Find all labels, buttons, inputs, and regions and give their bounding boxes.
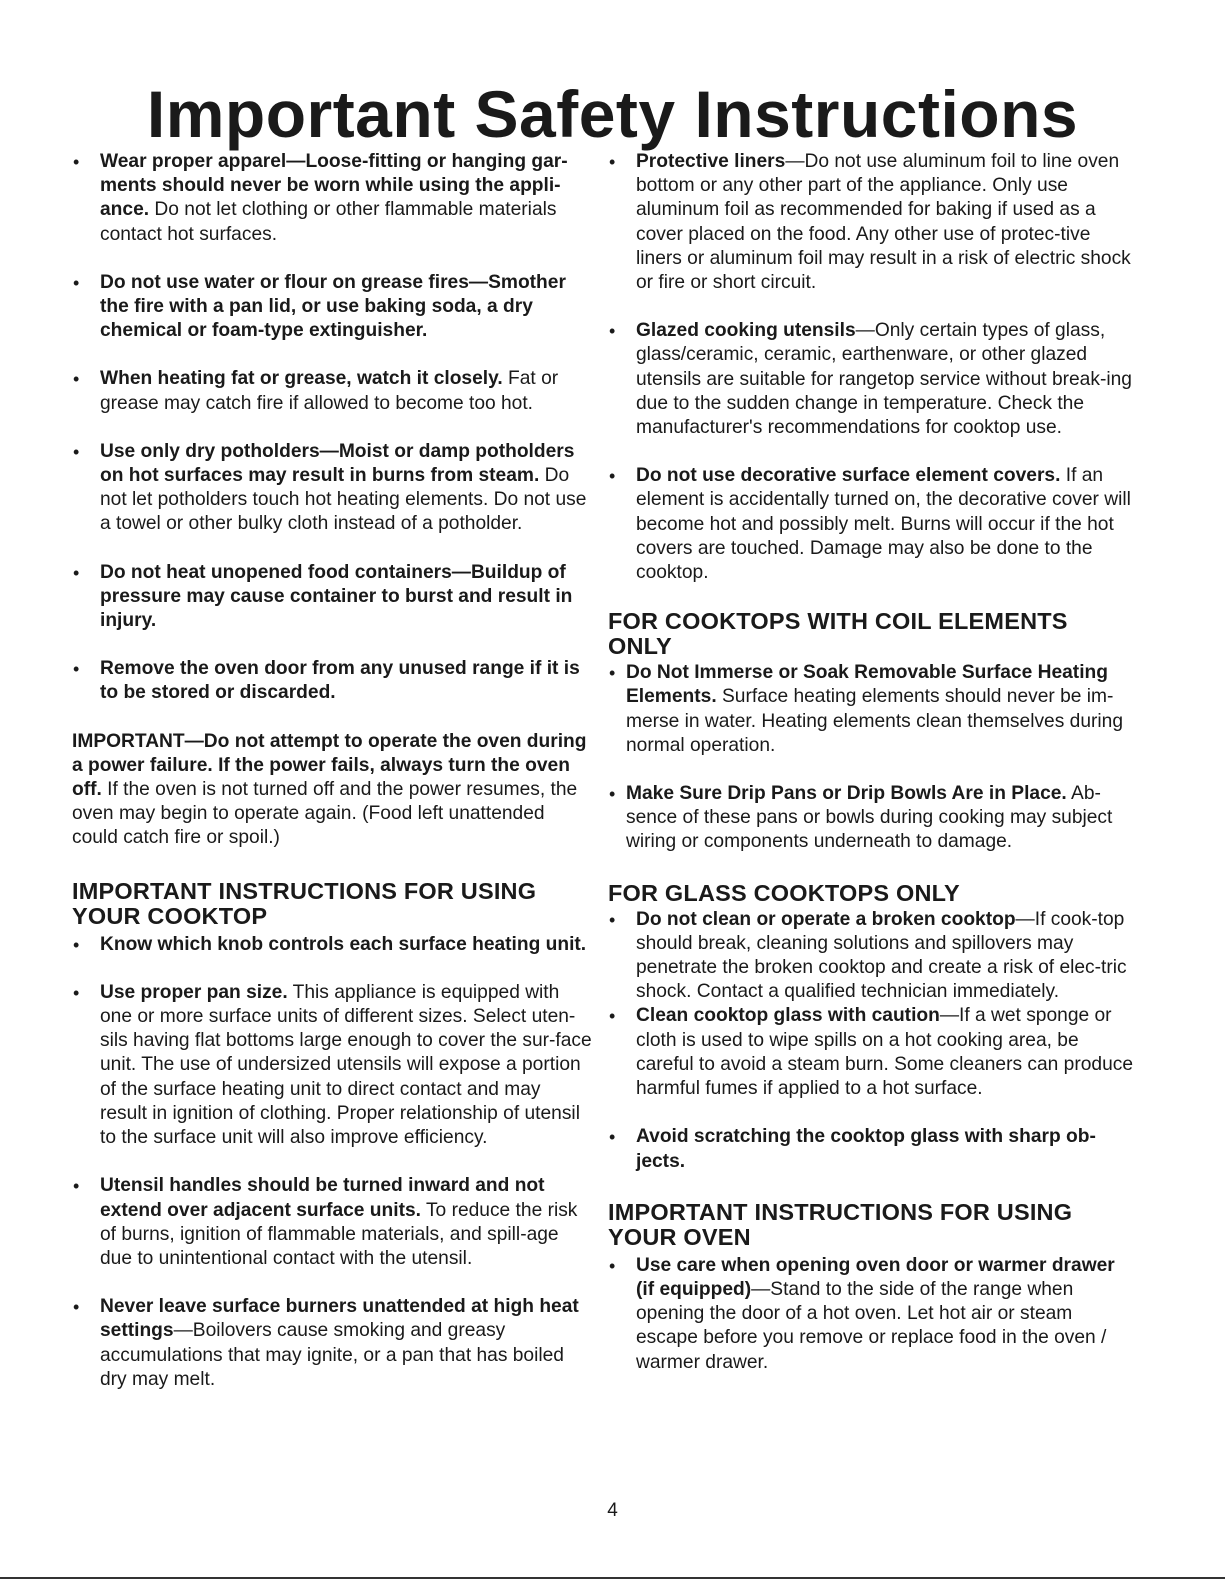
bullet-icon: • <box>73 659 80 680</box>
item-bold-text: Use proper pan size. <box>100 981 288 1003</box>
item-bold-text: Know which knob controls each surface heating unit. <box>100 933 587 955</box>
coil-item <box>608 661 1136 758</box>
bullet-icon: • <box>73 1176 80 1197</box>
item-text: Do not let potholders touch hot heating elements. Do not use a towel or other bulky cloth instead of a potholder. <box>100 465 587 535</box>
power-failure-bold: IMPORTANT—Do not attempt to operate the oven during a power failure. If the power fails, always turn the oven off. <box>72 730 587 801</box>
item-bold-text: Clean cooktop glass with caution <box>636 1005 940 1027</box>
item-text: —Stand to the side of the range when opening the door of a hot oven. Let hot air or steam escape before you remove or replace food in the oven / warmer drawer. <box>636 1278 1107 1373</box>
item-bold-text: Do not use water or flour on grease fires—Smother the fire with a pan lid, or use baking soda, a dry chemical or foam-type extinguisher. <box>100 271 566 342</box>
item-text: To reduce the risk of burns, ignition of flammable materials, and spill-age due to unintentional contact with the utensil. <box>100 1199 578 1269</box>
item-bold-text: Remove the oven door from any unused range if it is to be stored or discarded. <box>100 658 580 704</box>
item-bold-text: Do not use decorative surface element covers. <box>636 465 1061 487</box>
bullet-icon: • <box>73 369 80 390</box>
bullet-icon: • <box>609 1006 616 1027</box>
bullet-icon: • <box>73 982 80 1003</box>
bullet-icon: • <box>73 934 80 955</box>
safety-item <box>72 440 592 537</box>
bullet-icon: • <box>73 152 80 172</box>
power-failure-paragraph <box>72 730 592 851</box>
power-failure-text: If the oven is not turned off and the power resumes, the oven may begin to operate again. (Food left unattended could catch fire or spoil.) <box>72 779 578 849</box>
safety-item <box>72 271 592 344</box>
item-bold-text: When heating fat or grease, watch it closely. <box>100 368 503 390</box>
item-text: Do not let clothing or other flammable materials contact hot surfaces. <box>100 199 557 245</box>
bullet-icon: • <box>609 784 616 805</box>
coil-item <box>608 782 1136 855</box>
bullet-icon: • <box>609 909 616 930</box>
item-text: This appliance is equipped with one or more surface units of different sizes. Select uten-sils having flat bottoms large enough to cover the sur-face unit. The use of undersized utensils will expose a portion of the surface heating unit to direct contact and may result in ignition of clothing. Proper relationship of utensil to the surface unit will also improve efficiency. <box>100 981 592 1149</box>
footer-divider <box>0 1577 1225 1579</box>
item-text: —If cook-top should break, cleaning solutions and spillovers may penetrate the broken cooktop and create a risk of elec-tric shock. Contact a qualified technician immediately. <box>636 908 1127 1003</box>
cooktop-item <box>72 981 592 1150</box>
item-bold-text: Utensil handles should be turned inward and not extend over adjacent surface units. <box>100 1175 545 1221</box>
bullet-icon: • <box>73 562 80 583</box>
item-text: —Only certain types of glass, glass/ceramic, ceramic, earthenware, or other glazed utensils are suitable for rangetop service without break-ing due to the sudden change in temperature. Check the manufacturer's recommendations for cooktop use. <box>636 320 1132 439</box>
item-bold-text: Do Not Immerse or Soak Removable Surface Heating Elements. <box>626 662 1108 708</box>
item-bold-text: Do not clean or operate a broken cooktop <box>636 908 1016 930</box>
glass-item <box>608 908 1136 1005</box>
safety-item <box>72 561 592 634</box>
item-text: Ab-sence of these pans or bowls during cooking may subject wiring or components underneath to damage. <box>626 783 1113 853</box>
safety-item <box>608 150 1136 295</box>
item-bold-text: Never leave surface burners unattended at high heat settings <box>100 1296 579 1342</box>
page-number: 4 <box>607 1500 618 1521</box>
glass-section-heading: FOR GLASS COOKTOPS ONLY <box>608 879 960 906</box>
item-text: If an element is accidentally turned on, the decorative cover will become hot and possibly melt. Burns will occur if the hot covers are touched. Damage may also be done to the cooktop. <box>636 465 1131 584</box>
bullet-icon: • <box>609 321 616 342</box>
bullet-icon: • <box>609 663 616 684</box>
bullet-icon: • <box>609 1127 616 1148</box>
glass-item <box>608 1125 1136 1173</box>
safety-item <box>72 657 592 705</box>
bullet-icon: • <box>609 152 616 172</box>
item-bold-text: Wear proper apparel—Loose-fitting or hanging gar-ments should never be worn while using the appli-ance. <box>100 151 568 221</box>
safety-item <box>72 367 592 415</box>
page-title: Important Safety Instructions <box>146 77 1079 151</box>
glass-item <box>608 1004 1136 1101</box>
cooktop-section-heading: IMPORTANT INSTRUCTIONS FOR USING YOUR COOKTOP <box>72 877 537 929</box>
item-text: —Do not use aluminum foil to line oven bottom or any other part of the appliance. Only use aluminum foil as recommended for baking if used as a cover placed on the food. Any other use of protec-tive liners or aluminum foil may result in a risk of electric shock or fire or short circuit. <box>636 151 1131 294</box>
item-text: —Boilovers cause smoking and greasy accumulations that may ignite, or a pan that has boiled dry may melt. <box>100 1320 564 1390</box>
right-column <box>608 150 1136 1375</box>
item-text: Fat or grease may catch fire if allowed to become too hot. <box>100 368 559 414</box>
coil-section-heading: FOR COOKTOPS WITH COIL ELEMENTS ONLY <box>608 608 1068 660</box>
item-text: —If a wet sponge or cloth is used to wipe spills on a hot cooking area, be careful to avoid a steam burn. Some cleaners can produce harmful fumes if applied to a hot surface. <box>636 1005 1134 1100</box>
item-bold-text: Do not heat unopened food containers—Buildup of pressure may cause container to burst and result in injury. <box>100 561 573 632</box>
safety-item <box>608 319 1136 440</box>
item-bold-text: Glazed cooking utensils <box>636 320 856 342</box>
cooktop-item <box>72 933 592 957</box>
bullet-icon: • <box>73 1297 80 1318</box>
cooktop-item <box>72 1174 592 1271</box>
bullet-icon: • <box>73 441 80 462</box>
cooktop-item <box>72 1295 592 1392</box>
oven-item <box>608 1254 1136 1375</box>
bullet-icon: • <box>609 1255 616 1276</box>
safety-item <box>608 464 1136 585</box>
oven-section-heading: IMPORTANT INSTRUCTIONS FOR USING YOUR OVEN <box>608 1198 1073 1250</box>
safety-item <box>72 150 592 247</box>
left-column <box>72 150 592 1392</box>
item-bold-text: Use care when opening oven door or warmer drawer (if equipped) <box>636 1254 1115 1300</box>
bullet-icon: • <box>73 272 80 293</box>
item-bold-text: Protective liners <box>636 151 786 172</box>
item-bold-text: Use only dry potholders—Moist or damp potholders on hot surfaces may result in burns from steam. <box>100 440 575 487</box>
item-bold-text: Avoid scratching the cooktop glass with sharp ob-jects. <box>636 1126 1096 1172</box>
item-bold-text: Make Sure Drip Pans or Drip Bowls Are in Place. <box>626 783 1067 805</box>
bullet-icon: • <box>609 466 616 487</box>
item-text: Surface heating elements should never be im-merse in water. Heating elements clean themselves during normal operation. <box>626 686 1123 756</box>
